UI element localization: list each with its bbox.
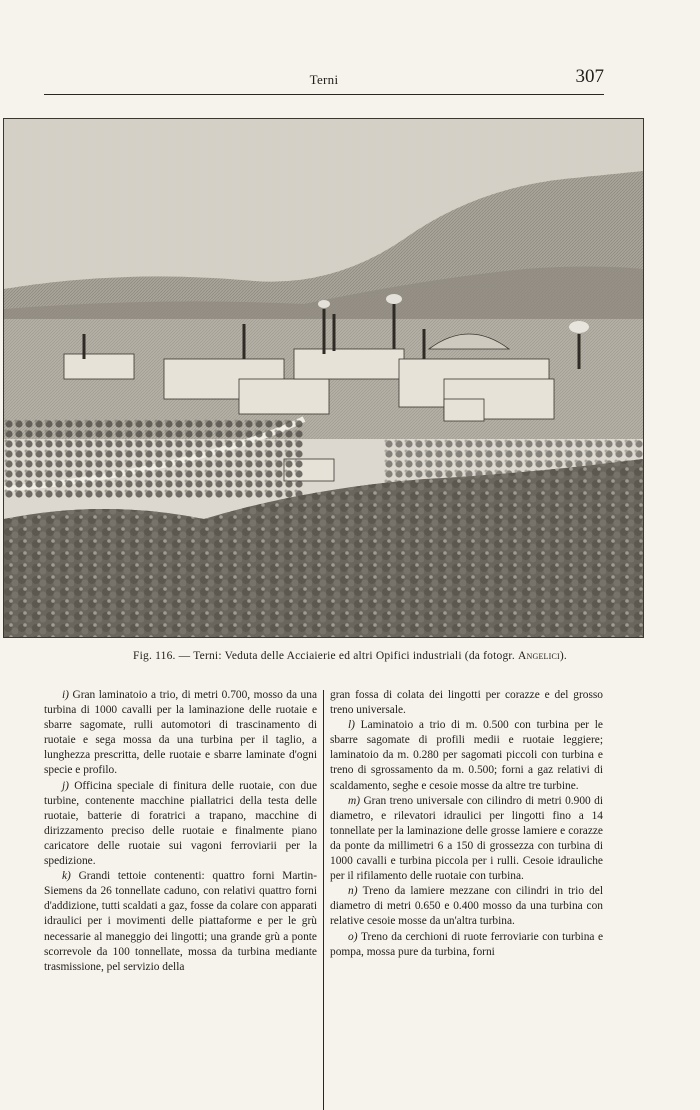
right-column xyxy=(330,688,603,960)
paragraph-text: Treno da cerchioni di ruote ferroviarie con turbina e pompa, mossa pure da turbina, forni xyxy=(330,930,604,958)
item-marker: o) xyxy=(348,930,361,943)
figure-caption-text: Fig. 116. — Terni: Veduta delle Acciaierie ed altri Opifici industriali (da fotogr. xyxy=(133,650,515,662)
paragraph-text: Gran laminatoio a trio, di metri 0.700, mosso da una turbina di 1000 cavalli per la laminazione delle ruotaie e sbarre sagomate, rulli automotori di trascinamento di ruotaie e sega mossa da una turbina per il taglio, a lunghezza prescritta, delle ruotaie e sbarre laminate d'ogni specie e profilo. xyxy=(44,689,317,777)
paragraph-text: Gran treno universale con cilindro di metri 0.900 di diametro, e rilevatori idraulici per lingotti fino a 14 tonnellate per la laminazione delle grosse lamiere e corazze da ponte da millimetri 6 a 150 di grossezza con turbina di 1000 cavalli e turbina piccola per i rulli. Cesoie idrauliche per il rifilamento delle ruotaie con turbina. xyxy=(330,794,603,883)
paragraph-m xyxy=(330,794,603,885)
running-header xyxy=(44,66,604,95)
item-marker: k) xyxy=(62,870,79,883)
paragraph-text: Grandi tettoie contenenti: quattro forni Martin-Siemens da 26 tonnellate caduno, con relativi quattro forni d'addizione, tutti scaldati a gaz, fosse da colare con apparati idraulici per i movimenti delle piattaforme e per le grù necessarie al maneggio dei lingotti; una grande grù a ponte scorrevole da 100 tonnellate, mossa da turbina mediante trasmissione, pel servizio della xyxy=(44,870,317,973)
photo-credit: Angelici xyxy=(517,650,560,662)
paragraph-n xyxy=(330,884,603,929)
paragraph-i xyxy=(44,688,317,779)
paragraph-text: Treno da lamiere mezzane con cilindri in trio del diametro di metri 0.650 e 0.400 mosso da una turbina con relative cesoie mosse da un'altra turbina. xyxy=(330,885,603,928)
item-marker: j) xyxy=(62,779,75,792)
item-marker: n) xyxy=(348,885,363,898)
item-marker: l) xyxy=(348,719,361,732)
caption-end: ). xyxy=(559,650,567,662)
paragraph-continuation xyxy=(330,688,603,718)
paragraph-l xyxy=(330,718,603,793)
page-number: 307 xyxy=(575,66,604,87)
left-column xyxy=(44,688,317,975)
paragraph-o xyxy=(330,930,603,960)
paragraph-j xyxy=(44,779,317,870)
column-divider xyxy=(323,690,324,1110)
engraving-illustration xyxy=(3,118,644,638)
paragraph-text: Laminatoio a trio di m. 0.500 con turbina per le sbarre sagomate di profili medii e ruotaie leggiere; laminatoio da m. 0.280 per sagomati piccoli con turbina e treno di sgrossamento da m. 0.500; forni a gaz relativi di scaldamento, seghe e cesoie mosse da altre tre turbine. xyxy=(330,719,603,792)
paragraph-k xyxy=(44,869,317,975)
item-marker: i) xyxy=(62,689,73,701)
item-marker: m) xyxy=(348,794,364,807)
running-title: Terni xyxy=(309,72,339,87)
figure-caption xyxy=(0,650,700,662)
paragraph-text: Officina speciale di finitura delle ruotaie, con due turbine, contenente macchine piallatrici della testa delle ruotaie, batterie di foratrici a trapano, macchine di dirizzamento preciso delle ruotaie e finalmente piano caricatore delle ruotaie sui vagoni ferroviarii per la spedizione. xyxy=(44,779,318,868)
paragraph-text: gran fossa di colata dei lingotti per corazze e del grosso treno universale. xyxy=(330,689,603,717)
